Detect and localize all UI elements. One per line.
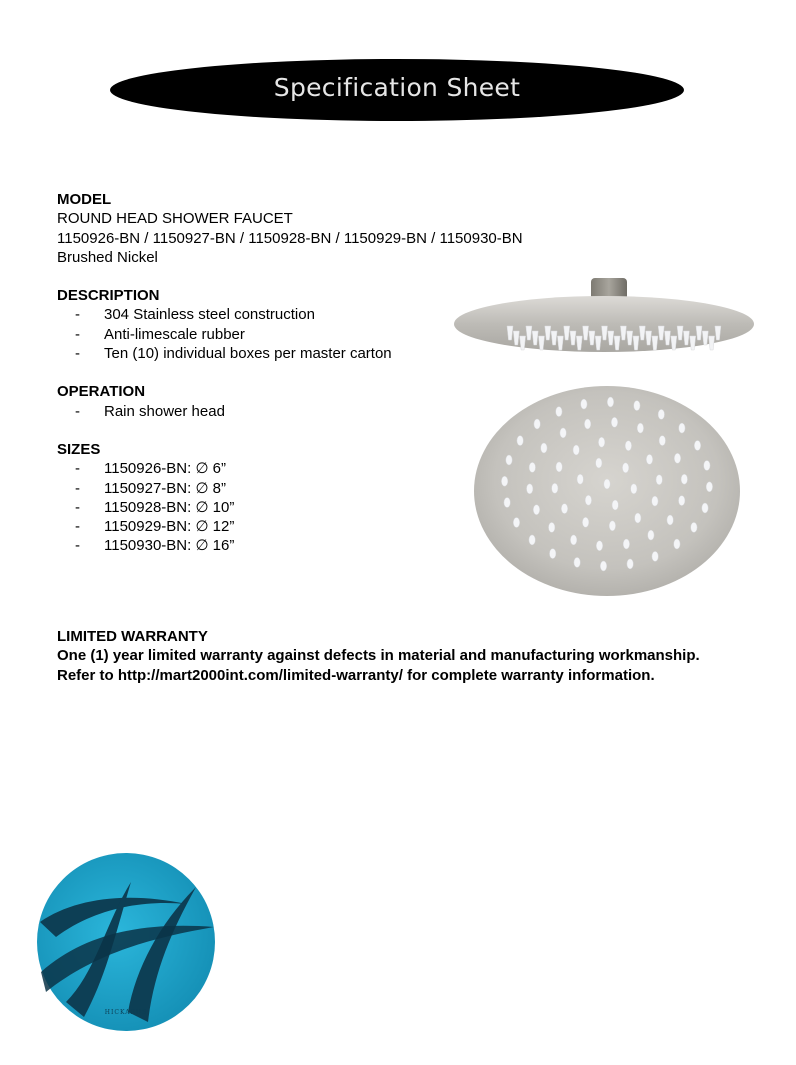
description-item-text: 304 Stainless steel construction [104,306,315,324]
warranty-line-1: One (1) year limited warranty against defects in material and manufacturing workmanship. [57,647,700,665]
nozzle [560,428,566,438]
nozzle [582,517,588,527]
nozzle [596,458,602,468]
nozzle [709,336,715,350]
model-section [57,190,777,267]
bullet-dash: - [75,325,80,343]
nozzle [681,474,687,484]
nozzle [506,455,512,465]
size-item-text: 1150930-BN: ∅ 16” [104,537,235,555]
nozzle [635,513,641,523]
bullet-dash: - [75,479,80,497]
nozzle [623,539,629,549]
nozzle [607,397,613,407]
bullet-dash: - [75,518,80,536]
nozzle [529,535,535,545]
shower-head-plate [454,296,754,352]
nozzle [659,436,665,446]
nozzle [674,539,680,549]
nozzle [658,409,664,419]
nozzle [533,505,539,515]
nozzle [527,484,533,494]
description-item-text: Anti-limescale rubber [104,325,245,343]
nozzle [600,561,606,571]
shower-face-plate [474,386,740,596]
nozzle [646,454,652,464]
nozzle [625,441,631,451]
nozzle [501,476,507,486]
nozzle [631,484,637,494]
nozzle [704,461,710,471]
nozzle [585,495,591,505]
nozzle [622,463,628,473]
nozzle [667,515,673,525]
nozzle [611,417,617,427]
warranty-heading: LIMITED WARRANTY [57,628,208,645]
nozzle [541,443,547,453]
logo-text: HICKARUS [104,1009,148,1016]
model-heading: MODEL [57,191,112,208]
nozzle [690,336,696,350]
nozzle [549,522,555,532]
nozzle [584,419,590,429]
shower-head-side-photo [452,276,756,378]
nozzle [674,453,680,463]
operation-item-text: Rain shower head [104,402,225,420]
nozzle [577,474,583,484]
nozzle [634,401,640,411]
operation-heading: OPERATION [57,383,146,401]
brand-logo [36,852,216,1032]
nozzle [679,496,685,506]
nozzle [504,498,510,508]
nozzle [556,462,562,472]
size-item-text: 1150928-BN: ∅ 10” [104,498,235,516]
nozzle [679,423,685,433]
shower-head-bottom-photo [472,384,742,598]
bullet-dash: - [75,306,80,324]
sizes-heading: SIZES [57,440,101,458]
nozzle [702,503,708,513]
nozzle [581,399,587,409]
nozzle [656,475,662,485]
nozzle [570,535,576,545]
model-name: ROUND HEAD SHOWER FAUCET [57,210,293,228]
nozzle [574,557,580,567]
nozzle [627,559,633,569]
nozzle [513,518,519,528]
size-item-text: 1150927-BN: ∅ 8” [104,479,227,497]
nozzle [637,423,643,433]
size-item-text: 1150926-BN: ∅ 6” [104,460,227,478]
nozzle [550,549,556,559]
bullet-dash: - [75,498,80,516]
nozzle [652,551,658,561]
nozzle [520,336,526,350]
nozzle [604,479,610,489]
nozzle [556,407,562,417]
nozzle [561,504,567,514]
description-item-text: Ten (10) individual boxes per master carton [104,345,392,363]
nozzle [517,436,523,446]
nozzle [694,441,700,451]
bullet-dash: - [75,460,80,478]
nozzle [598,437,604,447]
bullet-dash: - [75,345,80,363]
model-finish: Brushed Nickel [57,248,158,266]
nozzle [534,419,540,429]
nozzle [652,496,658,506]
size-item-text: 1150929-BN: ∅ 12” [104,518,235,536]
model-numbers: 1150926-BN / 1150927-BN / 1150928-BN / 1150929-BN / 1150930-BN [57,229,523,247]
bullet-dash: - [75,402,80,420]
nozzle [612,500,618,510]
bullet-dash: - [75,537,80,555]
page-title: Specification Sheet [273,73,521,102]
nozzle [706,482,712,492]
nozzle [573,445,579,455]
nozzle [529,462,535,472]
nozzle [552,483,558,493]
title-banner [109,58,685,122]
warranty-line-2: Refer to http://mart2000int.com/limited-warranty/ for complete warranty information. [57,666,655,684]
nozzle [596,541,602,551]
warranty-section [57,627,777,685]
nozzle [648,530,654,540]
nozzle [691,522,697,532]
nozzle [609,521,615,531]
description-heading: DESCRIPTION [57,287,160,305]
